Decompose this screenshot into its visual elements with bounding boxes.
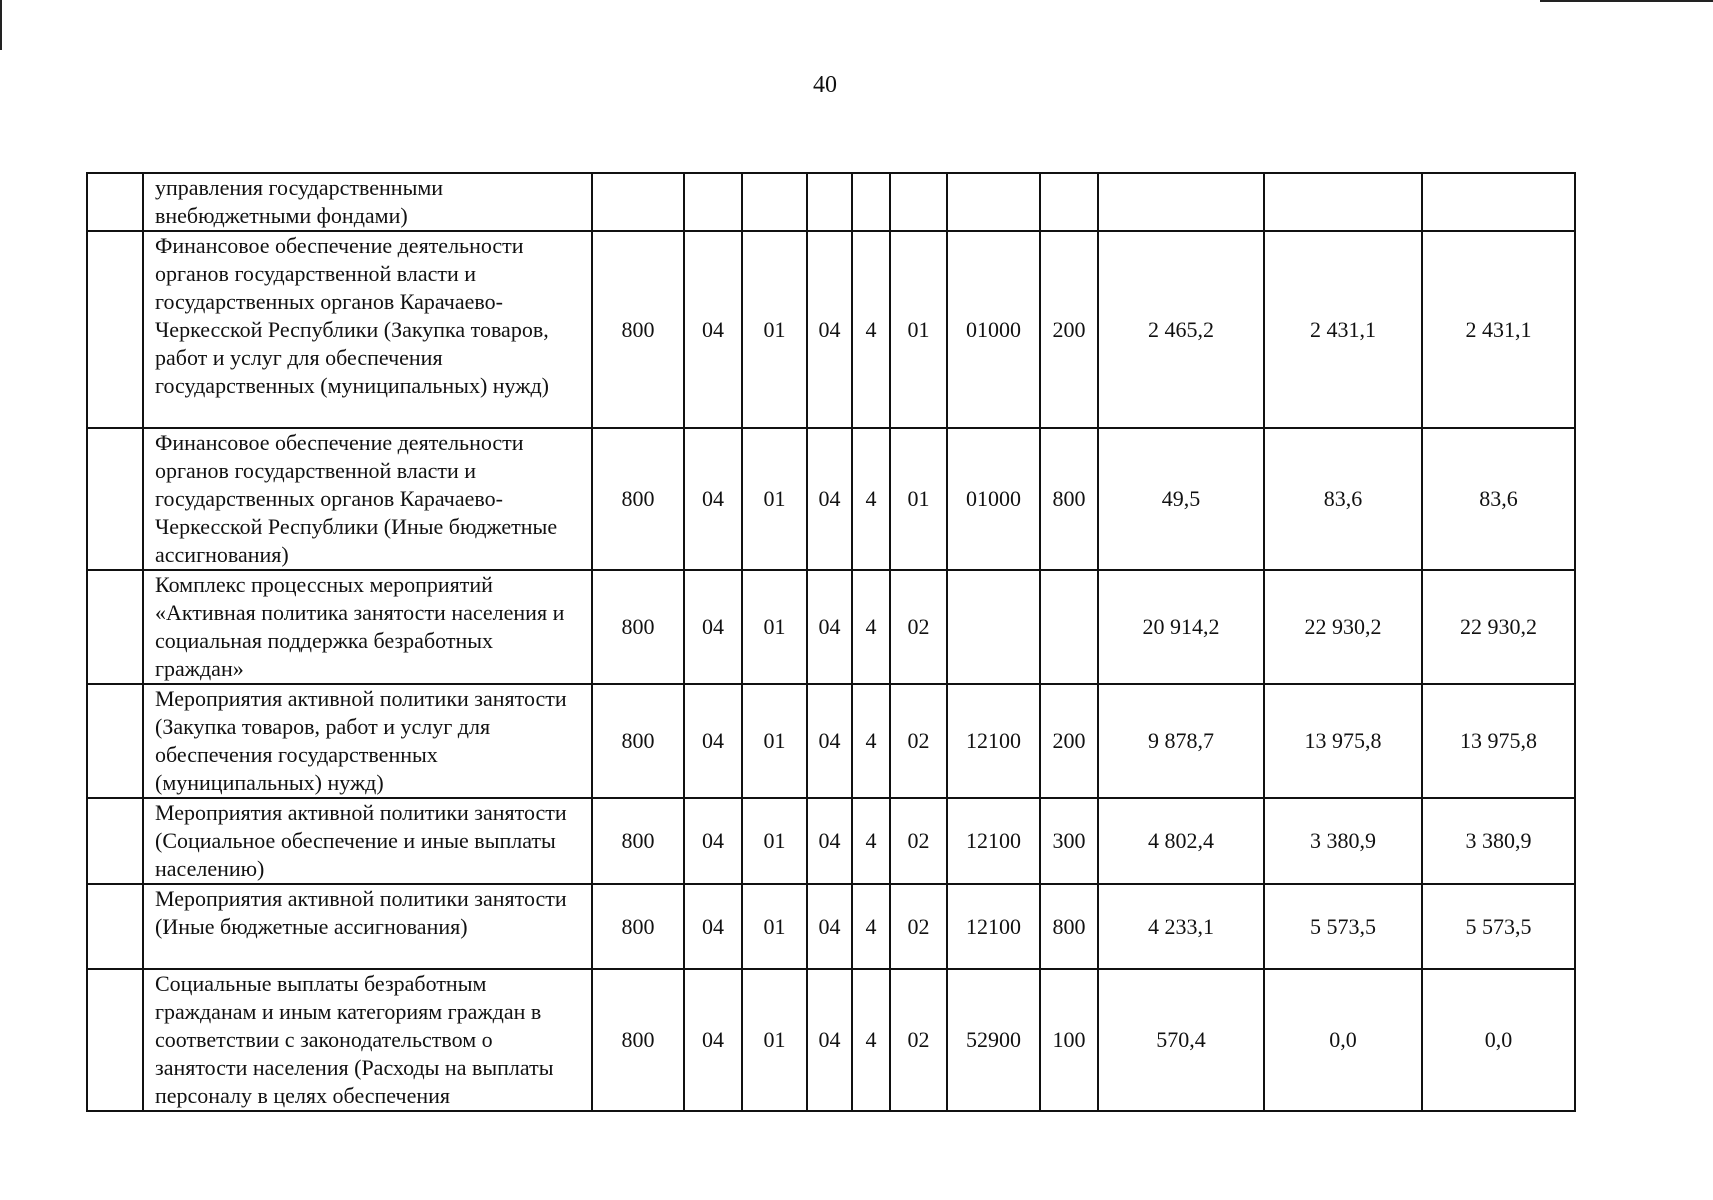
description-cell: Финансовое обеспечение деятельности органов государственной власти и государственных органов Карачаево-Черкесской Республики (Иные бюджетные ассигнования) <box>143 428 592 570</box>
code-section-cell: 04 <box>684 884 742 969</box>
table-row <box>87 684 1575 798</box>
code-program-cell: 04 <box>807 428 852 570</box>
code-subsection-cell <box>742 173 807 231</box>
amount-cell-2: 3 380,9 <box>1264 798 1422 884</box>
code-section-cell: 04 <box>684 684 742 798</box>
code-main-event-cell: 02 <box>890 969 947 1111</box>
code-direction-cell: 12100 <box>947 684 1040 798</box>
description-cell: Мероприятия активной политики занятости (Социальное обеспечение и иные выплаты населению) <box>143 798 592 884</box>
code-subsection-cell: 01 <box>742 428 807 570</box>
code-direction-cell: 01000 <box>947 428 1040 570</box>
code-direction-cell <box>947 173 1040 231</box>
code-expense-type-cell: 200 <box>1040 684 1098 798</box>
description-cell: управления государственными внебюджетными фондами) <box>143 173 592 231</box>
code-program-cell: 04 <box>807 969 852 1111</box>
amount-cell-2: 83,6 <box>1264 428 1422 570</box>
code-gov-cell: 800 <box>592 884 684 969</box>
budget-table <box>86 172 1576 1112</box>
amount-cell-1: 4 802,4 <box>1098 798 1264 884</box>
code-gov-cell: 800 <box>592 428 684 570</box>
amount-cell-1: 49,5 <box>1098 428 1264 570</box>
amount-cell-1: 9 878,7 <box>1098 684 1264 798</box>
code-expense-type-cell <box>1040 173 1098 231</box>
code-gov-cell <box>592 173 684 231</box>
amount-cell-1 <box>1098 173 1264 231</box>
code-subsection-cell: 01 <box>742 684 807 798</box>
code-main-event-cell: 01 <box>890 428 947 570</box>
table-row <box>87 884 1575 969</box>
amount-cell-2: 22 930,2 <box>1264 570 1422 684</box>
code-program-cell <box>807 173 852 231</box>
code-gov-cell: 800 <box>592 798 684 884</box>
code-direction-cell: 12100 <box>947 884 1040 969</box>
code-expense-type-cell: 800 <box>1040 884 1098 969</box>
code-subsection-cell: 01 <box>742 798 807 884</box>
code-main-event-cell: 01 <box>890 231 947 428</box>
code-section-cell: 04 <box>684 969 742 1111</box>
code-program-cell: 04 <box>807 231 852 428</box>
amount-cell-1: 4 233,1 <box>1098 884 1264 969</box>
amount-cell-3: 83,6 <box>1422 428 1575 570</box>
table-row <box>87 231 1575 428</box>
table-row <box>87 173 1575 231</box>
amount-cell-3 <box>1422 173 1575 231</box>
amount-cell-3: 22 930,2 <box>1422 570 1575 684</box>
code-expense-type-cell: 300 <box>1040 798 1098 884</box>
code-direction-cell <box>947 570 1040 684</box>
scan-edge-mark-left <box>0 0 2 50</box>
row-number-cell <box>87 684 143 798</box>
code-section-cell: 04 <box>684 570 742 684</box>
code-expense-type-cell: 800 <box>1040 428 1098 570</box>
row-number-cell <box>87 173 143 231</box>
amount-cell-1: 570,4 <box>1098 969 1264 1111</box>
code-subprogram-cell: 4 <box>852 798 890 884</box>
code-direction-cell: 12100 <box>947 798 1040 884</box>
table-row <box>87 428 1575 570</box>
code-subsection-cell: 01 <box>742 570 807 684</box>
amount-cell-3: 0,0 <box>1422 969 1575 1111</box>
amount-cell-3: 5 573,5 <box>1422 884 1575 969</box>
row-number-cell <box>87 428 143 570</box>
code-main-event-cell: 02 <box>890 798 947 884</box>
table-row <box>87 570 1575 684</box>
row-number-cell <box>87 570 143 684</box>
code-section-cell: 04 <box>684 428 742 570</box>
code-subprogram-cell: 4 <box>852 570 890 684</box>
code-program-cell: 04 <box>807 684 852 798</box>
page-number: 40 <box>813 72 837 98</box>
description-cell: Социальные выплаты безработным гражданам и иным категориям граждан в соответствии с законодательством о занятости населения (Расходы на выплаты персоналу в целях обеспечения <box>143 969 592 1111</box>
table-body <box>87 173 1575 1111</box>
amount-cell-2: 0,0 <box>1264 969 1422 1111</box>
code-subprogram-cell: 4 <box>852 231 890 428</box>
table-row <box>87 798 1575 884</box>
code-subsection-cell: 01 <box>742 969 807 1111</box>
code-section-cell: 04 <box>684 798 742 884</box>
description-cell: Комплекс процессных мероприятий «Активная политика занятости населения и социальная поддержка безработных граждан» <box>143 570 592 684</box>
amount-cell-3: 13 975,8 <box>1422 684 1575 798</box>
row-number-cell <box>87 231 143 428</box>
amount-cell-1: 2 465,2 <box>1098 231 1264 428</box>
code-main-event-cell: 02 <box>890 570 947 684</box>
code-section-cell: 04 <box>684 231 742 428</box>
code-subprogram-cell: 4 <box>852 428 890 570</box>
amount-cell-1: 20 914,2 <box>1098 570 1264 684</box>
code-subprogram-cell: 4 <box>852 969 890 1111</box>
amount-cell-2: 5 573,5 <box>1264 884 1422 969</box>
row-number-cell <box>87 969 143 1111</box>
amount-cell-3: 2 431,1 <box>1422 231 1575 428</box>
code-subprogram-cell: 4 <box>852 884 890 969</box>
code-expense-type-cell <box>1040 570 1098 684</box>
code-subsection-cell: 01 <box>742 231 807 428</box>
code-gov-cell: 800 <box>592 969 684 1111</box>
amount-cell-2: 2 431,1 <box>1264 231 1422 428</box>
description-cell: Мероприятия активной политики занятости (Закупка товаров, работ и услуг для обеспечения государственных (муниципальных) нужд) <box>143 684 592 798</box>
code-direction-cell: 01000 <box>947 231 1040 428</box>
amount-cell-2: 13 975,8 <box>1264 684 1422 798</box>
amount-cell-3: 3 380,9 <box>1422 798 1575 884</box>
code-program-cell: 04 <box>807 570 852 684</box>
code-expense-type-cell: 200 <box>1040 231 1098 428</box>
code-direction-cell: 52900 <box>947 969 1040 1111</box>
code-subsection-cell: 01 <box>742 884 807 969</box>
code-gov-cell: 800 <box>592 231 684 428</box>
code-program-cell: 04 <box>807 884 852 969</box>
code-gov-cell: 800 <box>592 684 684 798</box>
code-subprogram-cell <box>852 173 890 231</box>
code-main-event-cell: 02 <box>890 884 947 969</box>
row-number-cell <box>87 798 143 884</box>
code-subprogram-cell: 4 <box>852 684 890 798</box>
amount-cell-2 <box>1264 173 1422 231</box>
description-cell: Мероприятия активной политики занятости (Иные бюджетные ассигнования) <box>143 884 592 969</box>
code-main-event-cell: 02 <box>890 684 947 798</box>
description-cell: Финансовое обеспечение деятельности органов государственной власти и государственных органов Карачаево-Черкесской Республики (Закупка товаров, работ и услуг для обеспечения государственных (муниципальных) нужд) <box>143 231 592 428</box>
table-row <box>87 969 1575 1111</box>
code-main-event-cell <box>890 173 947 231</box>
code-section-cell <box>684 173 742 231</box>
scan-edge-mark-top-right <box>1540 0 1713 2</box>
row-number-cell <box>87 884 143 969</box>
code-gov-cell: 800 <box>592 570 684 684</box>
code-program-cell: 04 <box>807 798 852 884</box>
code-expense-type-cell: 100 <box>1040 969 1098 1111</box>
